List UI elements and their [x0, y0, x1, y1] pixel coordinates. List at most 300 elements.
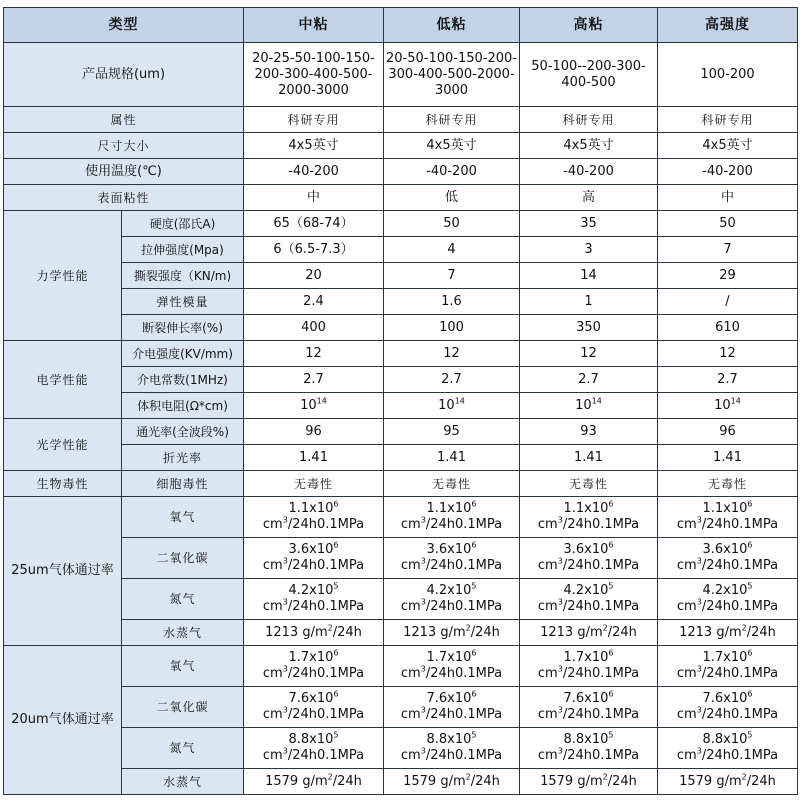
permeability-exponent: 6	[333, 499, 339, 509]
unit-cm: cm	[262, 558, 283, 573]
table-cell: 50	[658, 211, 798, 237]
unit-rest: /24h0.1MPa	[701, 707, 779, 722]
unit-cm: cm	[400, 599, 421, 614]
row-label: 弹性模量	[122, 289, 244, 315]
water-vapor-unit-rest: /24h	[332, 773, 362, 789]
table-row	[4, 393, 798, 419]
table-cell: -40-200	[520, 159, 658, 185]
unit-cm: cm	[262, 666, 283, 681]
table-cell	[658, 646, 798, 687]
permeability-value	[246, 691, 381, 707]
permeability-value	[386, 732, 517, 748]
table-cell: 中	[244, 185, 384, 211]
table-row	[4, 263, 798, 289]
permeability-unit	[522, 748, 655, 764]
permeability-unit	[660, 558, 795, 574]
header-type: 类型	[4, 8, 244, 43]
table-cell	[244, 728, 384, 769]
water-vapor-unit: g/m	[712, 773, 742, 789]
unit-cm: cm	[262, 707, 283, 722]
permeability-unit	[522, 666, 655, 682]
unit-cm: cm	[676, 666, 697, 681]
table-cell: 科研专用	[384, 107, 520, 133]
permeability-mantissa: 3.6x10	[563, 542, 609, 557]
unit-cm-exponent: 3	[282, 556, 288, 566]
table-cell: 96	[244, 419, 384, 445]
unit-cm-exponent: 3	[557, 556, 563, 566]
permeability-mantissa: 1.1x10	[702, 501, 748, 516]
table-cell: 610	[658, 315, 798, 341]
unit-rest: /24h0.1MPa	[701, 748, 779, 763]
permeability-mantissa: 1.1x10	[426, 501, 472, 516]
table-cell	[658, 620, 798, 646]
permeability-value	[246, 501, 381, 517]
water-vapor-unit-exponent: 2	[465, 623, 471, 633]
permeability-unit	[386, 748, 517, 764]
table-row	[4, 133, 798, 159]
table-cell: 1.41	[244, 445, 384, 471]
permeability-value	[386, 501, 517, 517]
resistivity-exponent: 14	[316, 396, 327, 406]
permeability-mantissa: 4.2x10	[288, 583, 334, 598]
table-cell	[384, 497, 520, 538]
unit-rest: /24h0.1MPa	[425, 517, 503, 532]
table-cell	[658, 393, 798, 419]
table-cell: -40-200	[244, 159, 384, 185]
table-cell: 20-25-50-100-150-200-300-400-500-2000-3000	[244, 43, 384, 107]
water-vapor-value: 1213	[403, 624, 437, 640]
row-label: 二氧化碳	[122, 687, 244, 728]
category-gas-20um: 20um气体通过率	[4, 646, 122, 795]
table-row	[4, 367, 798, 393]
row-label: 属性	[4, 107, 244, 133]
permeability-unit	[522, 707, 655, 723]
table-cell: 1.41	[658, 445, 798, 471]
table-cell	[520, 579, 658, 620]
table-cell: 12	[520, 341, 658, 367]
permeability-value	[660, 542, 795, 558]
unit-cm-exponent: 3	[557, 515, 563, 525]
table-cell: /	[658, 289, 798, 315]
table-row	[4, 728, 798, 769]
permeability-value	[660, 501, 795, 517]
table-cell: 50	[384, 211, 520, 237]
permeability-unit	[386, 666, 517, 682]
permeability-value	[386, 691, 517, 707]
unit-rest: /24h0.1MPa	[562, 517, 640, 532]
unit-cm-exponent: 3	[696, 597, 702, 607]
header-col-strength: 高强度	[658, 8, 798, 43]
table-cell	[244, 538, 384, 579]
resistivity-exponent: 14	[454, 396, 465, 406]
table-cell: 科研专用	[520, 107, 658, 133]
permeability-value	[246, 732, 381, 748]
unit-rest: /24h0.1MPa	[425, 666, 503, 681]
permeability-mantissa: 1.7x10	[426, 650, 472, 665]
table-cell	[244, 687, 384, 728]
row-label: 表面粘性	[4, 185, 244, 211]
permeability-mantissa: 3.6x10	[426, 542, 472, 557]
table-cell: 中	[658, 185, 798, 211]
permeability-unit	[246, 558, 381, 574]
header-col-high: 高粘	[520, 8, 658, 43]
unit-rest: /24h0.1MPa	[701, 666, 779, 681]
row-label: 使用温度(℃)	[4, 159, 244, 185]
water-vapor-unit: g/m	[573, 773, 603, 789]
unit-rest: /24h0.1MPa	[701, 558, 779, 573]
permeability-unit	[246, 707, 381, 723]
water-vapor-unit: g/m	[436, 624, 466, 640]
permeability-unit	[522, 599, 655, 615]
water-vapor-unit-exponent: 2	[741, 772, 747, 782]
table-row	[4, 646, 798, 687]
water-vapor-value: 1213	[540, 624, 574, 640]
table-row	[4, 159, 798, 185]
row-label: 拉伸强度(Mpa)	[122, 237, 244, 263]
row-label: 体积电阻(Ω*cm)	[122, 393, 244, 419]
permeability-unit	[660, 517, 795, 533]
permeability-mantissa: 3.6x10	[288, 542, 334, 557]
table-cell	[384, 769, 520, 795]
permeability-exponent: 5	[747, 730, 753, 740]
unit-cm: cm	[537, 517, 558, 532]
header-col-low: 低粘	[384, 8, 520, 43]
table-cell	[244, 393, 384, 419]
table-cell: 7	[658, 237, 798, 263]
permeability-mantissa: 8.8x10	[702, 732, 748, 747]
permeability-exponent: 6	[608, 648, 614, 658]
table-row	[4, 315, 798, 341]
resistivity-base: 10	[438, 397, 455, 413]
table-cell: 12	[658, 341, 798, 367]
table-cell	[658, 538, 798, 579]
permeability-exponent: 6	[333, 648, 339, 658]
table-cell	[520, 620, 658, 646]
table-cell	[244, 497, 384, 538]
permeability-unit	[386, 707, 517, 723]
permeability-exponent: 6	[471, 499, 477, 509]
unit-rest: /24h0.1MPa	[425, 748, 503, 763]
permeability-value	[522, 542, 655, 558]
permeability-mantissa: 8.8x10	[288, 732, 334, 747]
unit-cm: cm	[537, 666, 558, 681]
permeability-exponent: 5	[333, 730, 339, 740]
unit-cm: cm	[400, 558, 421, 573]
permeability-exponent: 6	[333, 689, 339, 699]
water-vapor-unit-rest: /24h	[470, 624, 500, 640]
table-cell: 科研专用	[658, 107, 798, 133]
unit-cm-exponent: 3	[557, 705, 563, 715]
row-label: 通光率(全波段%)	[122, 419, 244, 445]
table-cell: 6（6.5-7.3）	[244, 237, 384, 263]
table-cell: 29	[658, 263, 798, 289]
category-mechanical: 力学性能	[4, 211, 122, 341]
unit-cm-exponent: 3	[282, 664, 288, 674]
table-row	[4, 185, 798, 211]
permeability-value	[246, 583, 381, 599]
row-label: 氧气	[122, 646, 244, 687]
permeability-exponent: 6	[333, 540, 339, 550]
row-label: 撕裂强度（KN/m)	[122, 263, 244, 289]
table-cell	[520, 497, 658, 538]
table-cell: 4x5英寸	[658, 133, 798, 159]
table-cell: 低	[384, 185, 520, 211]
permeability-unit	[386, 599, 517, 615]
water-vapor-value: 1579	[403, 773, 437, 789]
water-vapor-unit-exponent: 2	[602, 623, 608, 633]
table-row	[4, 211, 798, 237]
unit-cm-exponent: 3	[696, 705, 702, 715]
row-label: 硬度(邵氏A)	[122, 211, 244, 237]
table-cell: 100	[384, 315, 520, 341]
unit-cm: cm	[537, 748, 558, 763]
unit-cm-exponent: 3	[420, 664, 426, 674]
water-vapor-unit-exponent: 2	[327, 772, 333, 782]
table-cell: 50-100--200-300-400-500	[520, 43, 658, 107]
table-cell: 350	[520, 315, 658, 341]
water-vapor-value: 1213	[679, 624, 713, 640]
water-vapor-unit-rest: /24h	[746, 624, 776, 640]
permeability-value	[522, 583, 655, 599]
permeability-exponent: 5	[747, 581, 753, 591]
resistivity-base: 10	[575, 397, 592, 413]
table-cell: 93	[520, 419, 658, 445]
permeability-mantissa: 1.7x10	[702, 650, 748, 665]
category-electrical: 电学性能	[4, 341, 122, 419]
table-cell	[244, 769, 384, 795]
permeability-value	[660, 650, 795, 666]
permeability-mantissa: 1.1x10	[288, 501, 334, 516]
permeability-mantissa: 8.8x10	[563, 732, 609, 747]
permeability-mantissa: 7.6x10	[702, 691, 748, 706]
unit-cm-exponent: 3	[420, 705, 426, 715]
permeability-mantissa: 8.8x10	[426, 732, 472, 747]
unit-cm-exponent: 3	[420, 746, 426, 756]
table-cell	[520, 393, 658, 419]
table-cell: 高	[520, 185, 658, 211]
table-cell: -40-200	[658, 159, 798, 185]
unit-rest: /24h0.1MPa	[562, 666, 640, 681]
permeability-mantissa: 7.6x10	[563, 691, 609, 706]
unit-rest: /24h0.1MPa	[701, 599, 779, 614]
table-cell	[658, 497, 798, 538]
table-cell: 2.7	[520, 367, 658, 393]
unit-cm-exponent: 3	[696, 556, 702, 566]
permeability-value	[522, 650, 655, 666]
permeability-value	[386, 583, 517, 599]
table-cell: 4x5英寸	[384, 133, 520, 159]
row-label: 产品规格(um)	[4, 43, 244, 107]
table-cell	[384, 687, 520, 728]
unit-rest: /24h0.1MPa	[287, 748, 365, 763]
permeability-mantissa: 7.6x10	[288, 691, 334, 706]
unit-cm-exponent: 3	[557, 746, 563, 756]
unit-cm: cm	[537, 707, 558, 722]
table-cell: 4	[384, 237, 520, 263]
unit-cm: cm	[676, 707, 697, 722]
table-cell: 2.4	[244, 289, 384, 315]
water-vapor-value: 1579	[265, 773, 299, 789]
table-cell: 4x5英寸	[520, 133, 658, 159]
table-cell: 12	[244, 341, 384, 367]
table-cell	[658, 579, 798, 620]
water-vapor-value: 1579	[540, 773, 574, 789]
table-cell: 1.41	[384, 445, 520, 471]
table-row	[4, 341, 798, 367]
permeability-mantissa: 4.2x10	[702, 583, 748, 598]
table-cell: 12	[384, 341, 520, 367]
unit-cm: cm	[400, 517, 421, 532]
water-vapor-unit-exponent: 2	[741, 623, 747, 633]
permeability-value	[386, 650, 517, 666]
table-cell	[520, 687, 658, 728]
unit-rest: /24h0.1MPa	[562, 707, 640, 722]
table-cell: 1.41	[520, 445, 658, 471]
permeability-value	[660, 691, 795, 707]
unit-cm: cm	[537, 599, 558, 614]
permeability-mantissa: 7.6x10	[426, 691, 472, 706]
row-label: 断裂伸长率(%)	[122, 315, 244, 341]
permeability-exponent: 6	[747, 648, 753, 658]
table-cell: 35	[520, 211, 658, 237]
water-vapor-unit-rest: /24h	[470, 773, 500, 789]
table-row	[4, 687, 798, 728]
permeability-value	[660, 732, 795, 748]
permeability-unit	[386, 558, 517, 574]
permeability-mantissa: 4.2x10	[426, 583, 472, 598]
unit-cm-exponent: 3	[557, 664, 563, 674]
permeability-mantissa: 1.7x10	[288, 650, 334, 665]
permeability-unit	[246, 748, 381, 764]
unit-rest: /24h0.1MPa	[425, 558, 503, 573]
table-cell	[244, 646, 384, 687]
resistivity-base: 10	[714, 397, 731, 413]
unit-cm: cm	[676, 558, 697, 573]
unit-rest: /24h0.1MPa	[425, 707, 503, 722]
permeability-mantissa: 1.7x10	[563, 650, 609, 665]
table-cell: 1	[520, 289, 658, 315]
permeability-exponent: 6	[747, 689, 753, 699]
permeability-value	[522, 501, 655, 517]
water-vapor-unit: g/m	[298, 773, 328, 789]
permeability-unit	[246, 599, 381, 615]
table-row	[4, 43, 798, 107]
table-cell	[384, 728, 520, 769]
table-cell: 20-50-100-150-200-300-400-500-2000-3000	[384, 43, 520, 107]
row-label: 氧气	[122, 497, 244, 538]
permeability-unit	[522, 558, 655, 574]
unit-cm-exponent: 3	[696, 664, 702, 674]
category-gas-25um: 25um气体通过率	[4, 497, 122, 646]
table-row	[4, 107, 798, 133]
unit-cm: cm	[676, 517, 697, 532]
table-cell: 1.6	[384, 289, 520, 315]
water-vapor-value: 1213	[265, 624, 299, 640]
water-vapor-unit: g/m	[436, 773, 466, 789]
permeability-value	[246, 650, 381, 666]
table-cell	[384, 579, 520, 620]
permeability-exponent: 6	[608, 499, 614, 509]
table-cell: 无毒性	[384, 471, 520, 497]
row-label: 水蒸气	[122, 769, 244, 795]
permeability-exponent: 6	[471, 648, 477, 658]
unit-rest: /24h0.1MPa	[287, 558, 365, 573]
permeability-value	[386, 542, 517, 558]
table-row	[4, 620, 798, 646]
table-cell: 95	[384, 419, 520, 445]
row-label: 氮气	[122, 579, 244, 620]
header-col-medium: 中粘	[244, 8, 384, 43]
row-label: 水蒸气	[122, 620, 244, 646]
permeability-mantissa: 4.2x10	[563, 583, 609, 598]
permeability-value	[522, 732, 655, 748]
permeability-mantissa: 1.1x10	[563, 501, 609, 516]
table-cell	[384, 646, 520, 687]
unit-cm: cm	[262, 748, 283, 763]
permeability-unit	[660, 666, 795, 682]
unit-cm: cm	[400, 707, 421, 722]
permeability-unit	[386, 517, 517, 533]
table-row	[4, 445, 798, 471]
table-cell	[244, 620, 384, 646]
unit-cm-exponent: 3	[420, 556, 426, 566]
unit-cm-exponent: 3	[696, 746, 702, 756]
table-row	[4, 289, 798, 315]
water-vapor-unit-exponent: 2	[465, 772, 471, 782]
table-cell	[658, 728, 798, 769]
permeability-exponent: 6	[471, 689, 477, 699]
resistivity-exponent: 14	[591, 396, 602, 406]
table-cell: 无毒性	[658, 471, 798, 497]
permeability-unit	[660, 599, 795, 615]
unit-cm-exponent: 3	[557, 597, 563, 607]
permeability-unit	[660, 707, 795, 723]
table-row	[4, 769, 798, 795]
table-cell: 96	[658, 419, 798, 445]
unit-cm: cm	[262, 599, 283, 614]
water-vapor-unit-rest: /24h	[607, 773, 637, 789]
table-cell	[520, 728, 658, 769]
row-label: 介电强度(KV/mm)	[122, 341, 244, 367]
unit-cm-exponent: 3	[696, 515, 702, 525]
water-vapor-value: 1579	[679, 773, 713, 789]
table-cell	[520, 769, 658, 795]
permeability-mantissa: 3.6x10	[702, 542, 748, 557]
water-vapor-unit: g/m	[298, 624, 328, 640]
unit-cm-exponent: 3	[282, 705, 288, 715]
header-row	[4, 8, 798, 43]
unit-rest: /24h0.1MPa	[287, 517, 365, 532]
unit-rest: /24h0.1MPa	[701, 517, 779, 532]
permeability-exponent: 5	[608, 730, 614, 740]
permeability-exponent: 5	[333, 581, 339, 591]
table-cell	[520, 538, 658, 579]
resistivity-exponent: 14	[730, 396, 741, 406]
table-cell	[384, 620, 520, 646]
unit-rest: /24h0.1MPa	[287, 599, 365, 614]
unit-rest: /24h0.1MPa	[562, 748, 640, 763]
permeability-exponent: 5	[608, 581, 614, 591]
table-cell	[658, 687, 798, 728]
table-cell: 2.7	[244, 367, 384, 393]
table-cell	[658, 769, 798, 795]
water-vapor-unit: g/m	[573, 624, 603, 640]
row-label: 氮气	[122, 728, 244, 769]
permeability-unit	[246, 517, 381, 533]
table-row	[4, 538, 798, 579]
table-row	[4, 579, 798, 620]
permeability-unit	[522, 517, 655, 533]
